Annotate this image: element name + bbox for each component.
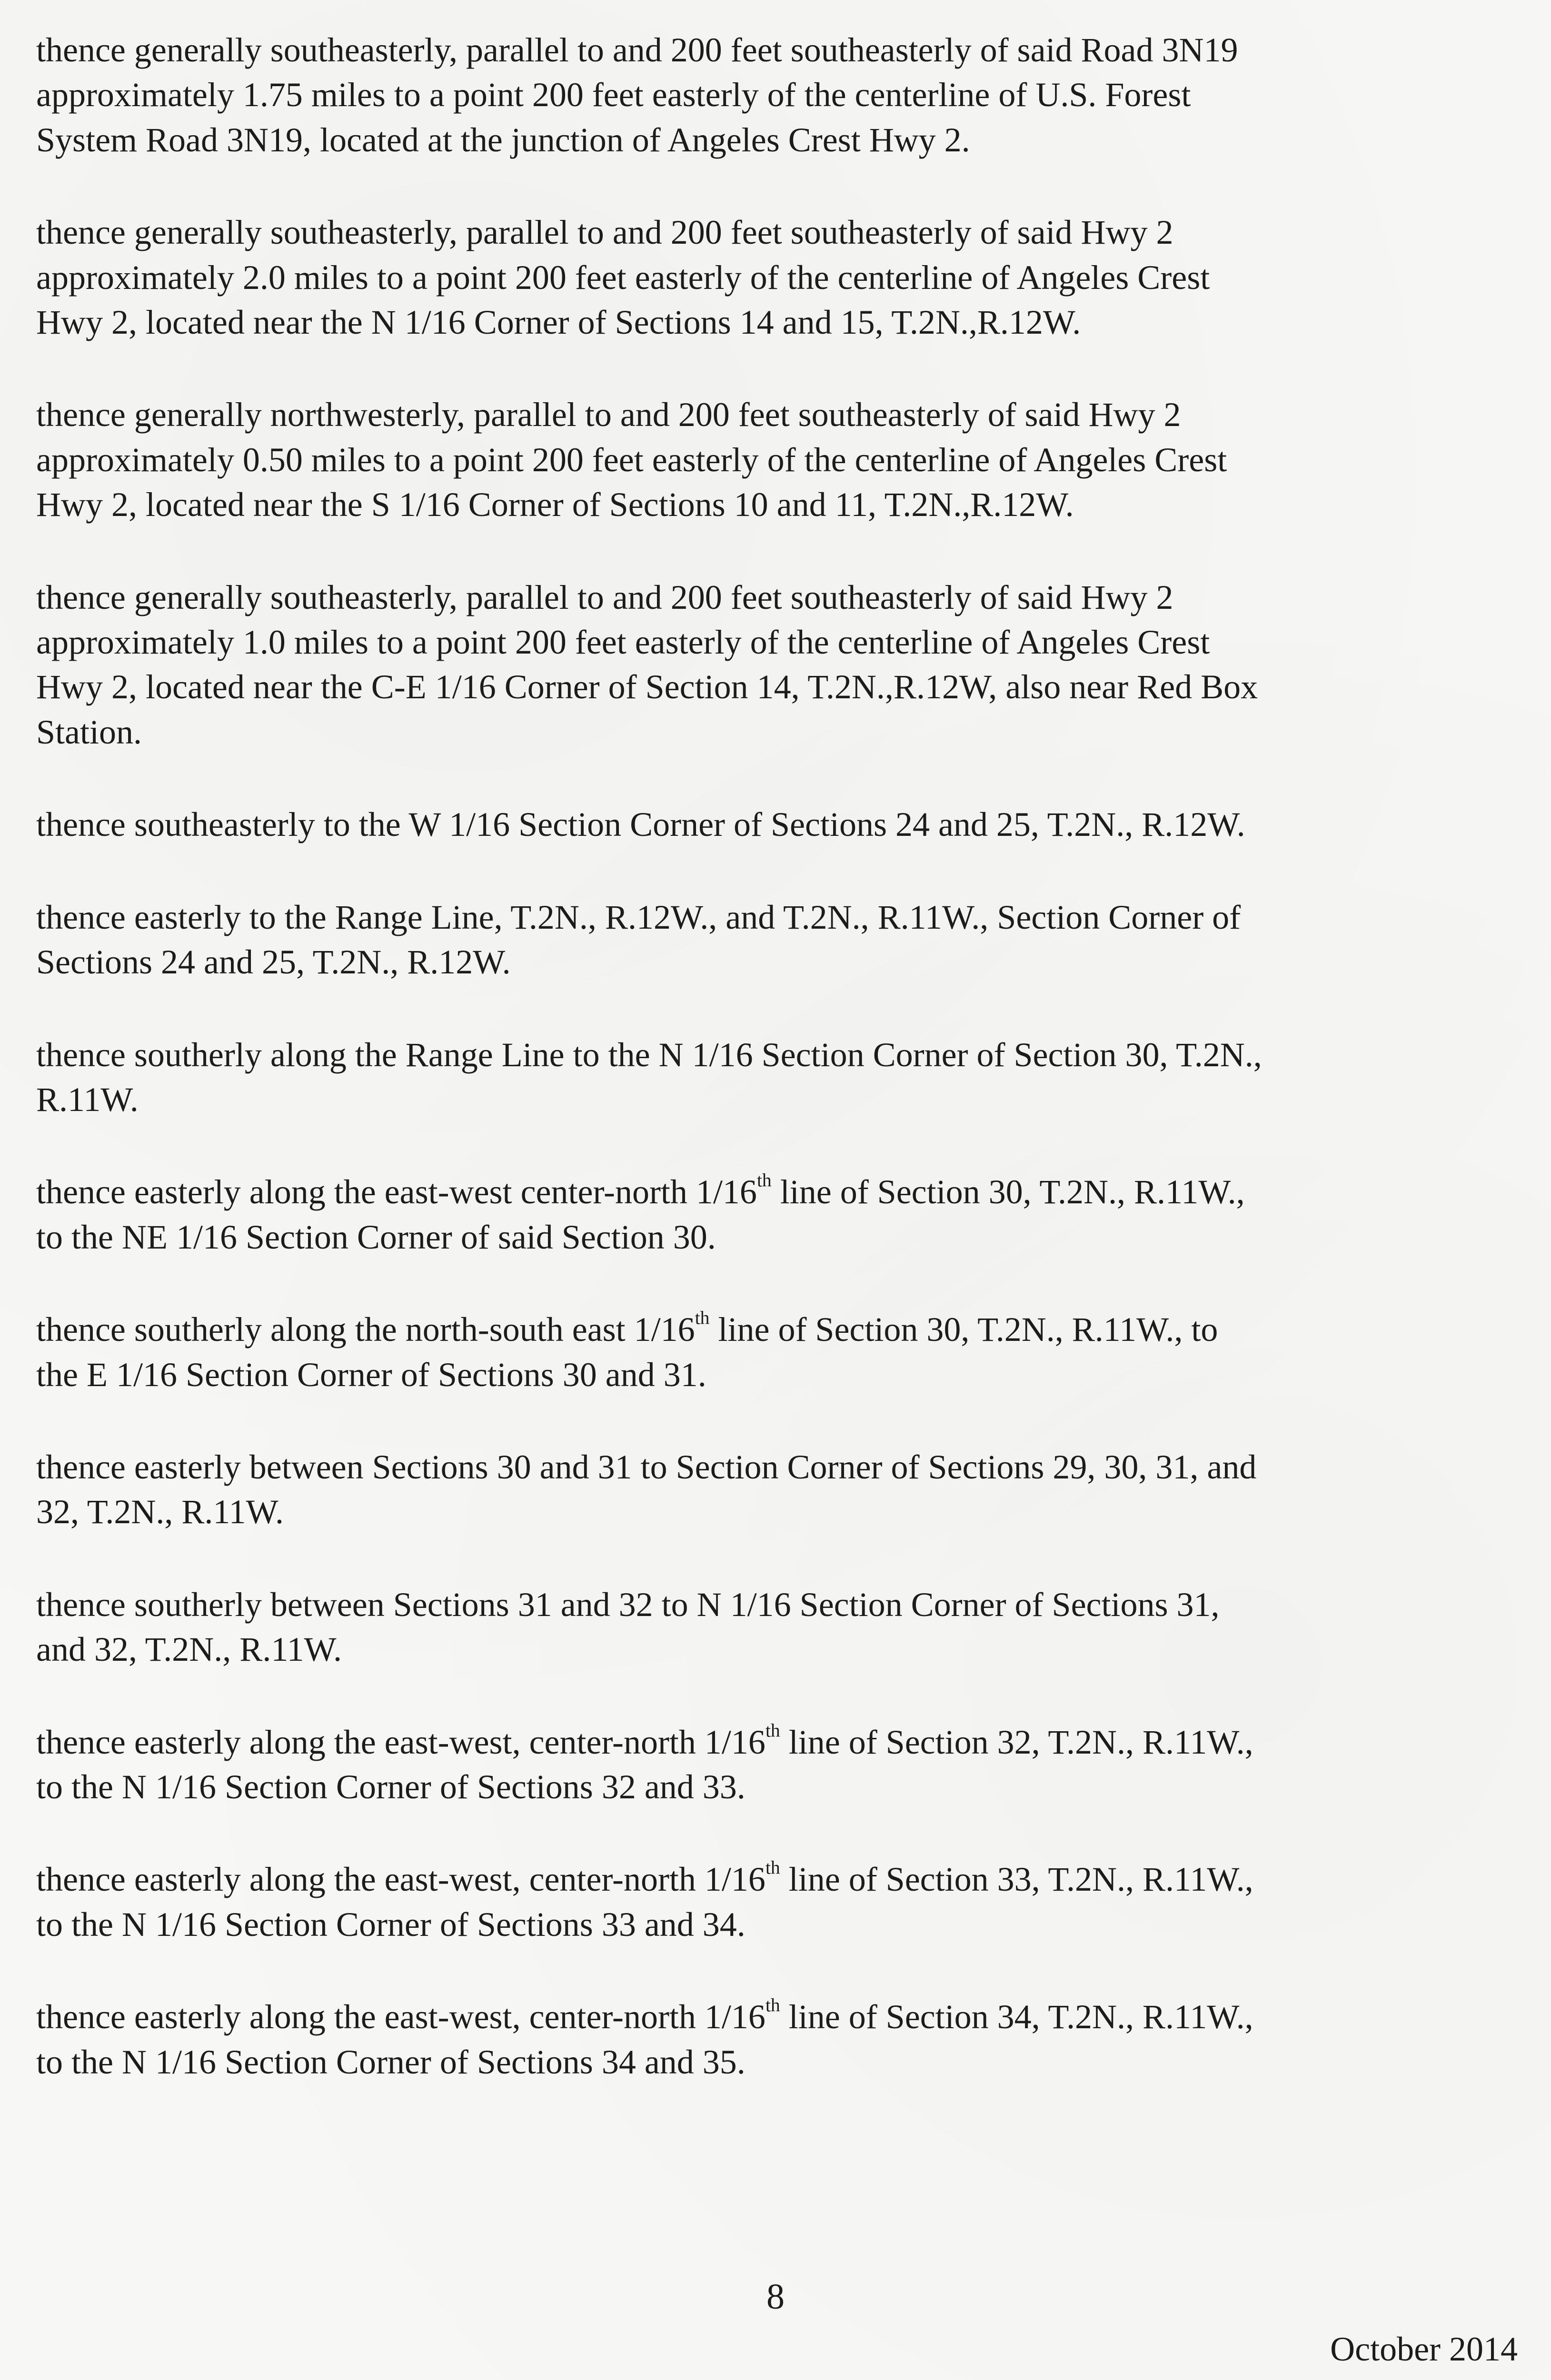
text-line: approximately 2.0 miles to a point 200 feet easterly of the centerline of Angeles Crest — [36, 258, 1210, 297]
text-line: to the N 1/16 Section Corner of Sections 33 and 34. — [36, 1905, 746, 1944]
text-line: Hwy 2, located near the N 1/16 Corner of Sections 14 and 15, T.2N.,R.12W. — [36, 303, 1081, 342]
text-line: thence generally southeasterly, parallel to and 200 feet southeasterly of said Hwy 2 — [36, 213, 1173, 252]
text-line-segment: thence easterly along the east-west center-north 1/16 — [36, 1173, 757, 1211]
page-number: 8 — [766, 2277, 785, 2317]
paragraph — [36, 1170, 1517, 1259]
ordinal-superscript: th — [765, 1994, 780, 2016]
text-line: the E 1/16 Section Corner of Sections 30 and 31. — [36, 1355, 706, 1394]
text-line: thence easterly to the Range Line, T.2N., R.12W., and T.2N., R.11W., Section Corner of — [36, 898, 1241, 936]
paragraph — [36, 210, 1517, 345]
paragraph — [36, 1720, 1517, 1810]
text-line: thence southeasterly to the W 1/16 Section Corner of Sections 24 and 25, T.2N., R.12W. — [36, 805, 1245, 844]
text-line-segment: line of Section 32, T.2N., R.11W., — [780, 1723, 1253, 1761]
text-line: to the N 1/16 Section Corner of Sections 34 and 35. — [36, 2043, 746, 2081]
text-line: to the N 1/16 Section Corner of Sections 32 and 33. — [36, 1767, 746, 1806]
text-line-segment: line of Section 34, T.2N., R.11W., — [780, 1998, 1253, 2036]
text-line: thence southerly between Sections 31 and 32 to N 1/16 Section Corner of Sections 31, — [36, 1585, 1220, 1624]
text-line: thence easterly between Sections 30 and 31 to Section Corner of Sections 29, 30, 31, and — [36, 1448, 1257, 1486]
text-line: R.11W. — [36, 1080, 139, 1119]
paragraph — [36, 895, 1517, 985]
paragraph — [36, 1445, 1517, 1535]
text-line: thence generally southeasterly, parallel to and 200 feet southeasterly of said Hwy 2 — [36, 578, 1173, 616]
paragraph — [36, 802, 1517, 847]
text-line-segment: line of Section 30, T.2N., R.11W., to — [709, 1310, 1218, 1349]
text-line: thence generally northwesterly, parallel to and 200 feet southeasterly of said Hwy 2 — [36, 396, 1181, 434]
text-line: approximately 1.75 miles to a point 200 feet easterly of the centerline of U.S. Forest — [36, 76, 1191, 114]
text-line-segment: thence southerly along the north-south east 1/16 — [36, 1310, 695, 1349]
footer-date: October 2014 — [1330, 2330, 1518, 2368]
legal-description-body — [36, 28, 1517, 2132]
ordinal-superscript: th — [765, 1719, 780, 1741]
text-line: System Road 3N19, located at the junction of Angeles Crest Hwy 2. — [36, 120, 970, 159]
text-line-segment: thence easterly along the east-west, center-north 1/16 — [36, 1998, 766, 2036]
text-line-segment: line of Section 33, T.2N., R.11W., — [780, 1860, 1253, 1899]
paragraph — [36, 575, 1517, 755]
paragraph — [36, 1582, 1517, 1672]
text-line: approximately 0.50 miles to a point 200 feet easterly of the centerline of Angeles Crest — [36, 440, 1227, 479]
paragraph — [36, 1994, 1517, 2084]
paragraph — [36, 1032, 1517, 1122]
text-line: approximately 1.0 miles to a point 200 feet easterly of the centerline of Angeles Crest — [36, 623, 1210, 662]
text-line: Sections 24 and 25, T.2N., R.12W. — [36, 943, 511, 982]
paragraph — [36, 1307, 1517, 1397]
paragraph — [36, 1857, 1517, 1947]
text-line-segment: thence easterly along the east-west, center-north 1/16 — [36, 1723, 766, 1761]
text-line: Station. — [36, 713, 142, 751]
text-line-segment: thence easterly along the east-west, center-north 1/16 — [36, 1860, 766, 1899]
text-line: to the NE 1/16 Section Corner of said Section 30. — [36, 1218, 716, 1256]
ordinal-superscript: th — [756, 1170, 772, 1191]
text-line: 32, T.2N., R.11W. — [36, 1493, 284, 1531]
text-line-segment: line of Section 30, T.2N., R.11W., — [771, 1173, 1245, 1211]
text-line: Hwy 2, located near the S 1/16 Corner of Sections 10 and 11, T.2N.,R.12W. — [36, 486, 1074, 524]
ordinal-superscript: th — [765, 1857, 780, 1878]
ordinal-superscript: th — [695, 1307, 710, 1329]
text-line: and 32, T.2N., R.11W. — [36, 1630, 342, 1669]
text-line: Hwy 2, located near the C-E 1/16 Corner of Section 14, T.2N.,R.12W, also near Red Box — [36, 668, 1258, 706]
paragraph — [36, 28, 1517, 162]
paragraph — [36, 392, 1517, 527]
text-line: thence generally southeasterly, parallel to and 200 feet southeasterly of said Road 3N19 — [36, 31, 1238, 69]
text-line: thence southerly along the Range Line to the N 1/16 Section Corner of Section 30, T.2N., — [36, 1035, 1262, 1074]
